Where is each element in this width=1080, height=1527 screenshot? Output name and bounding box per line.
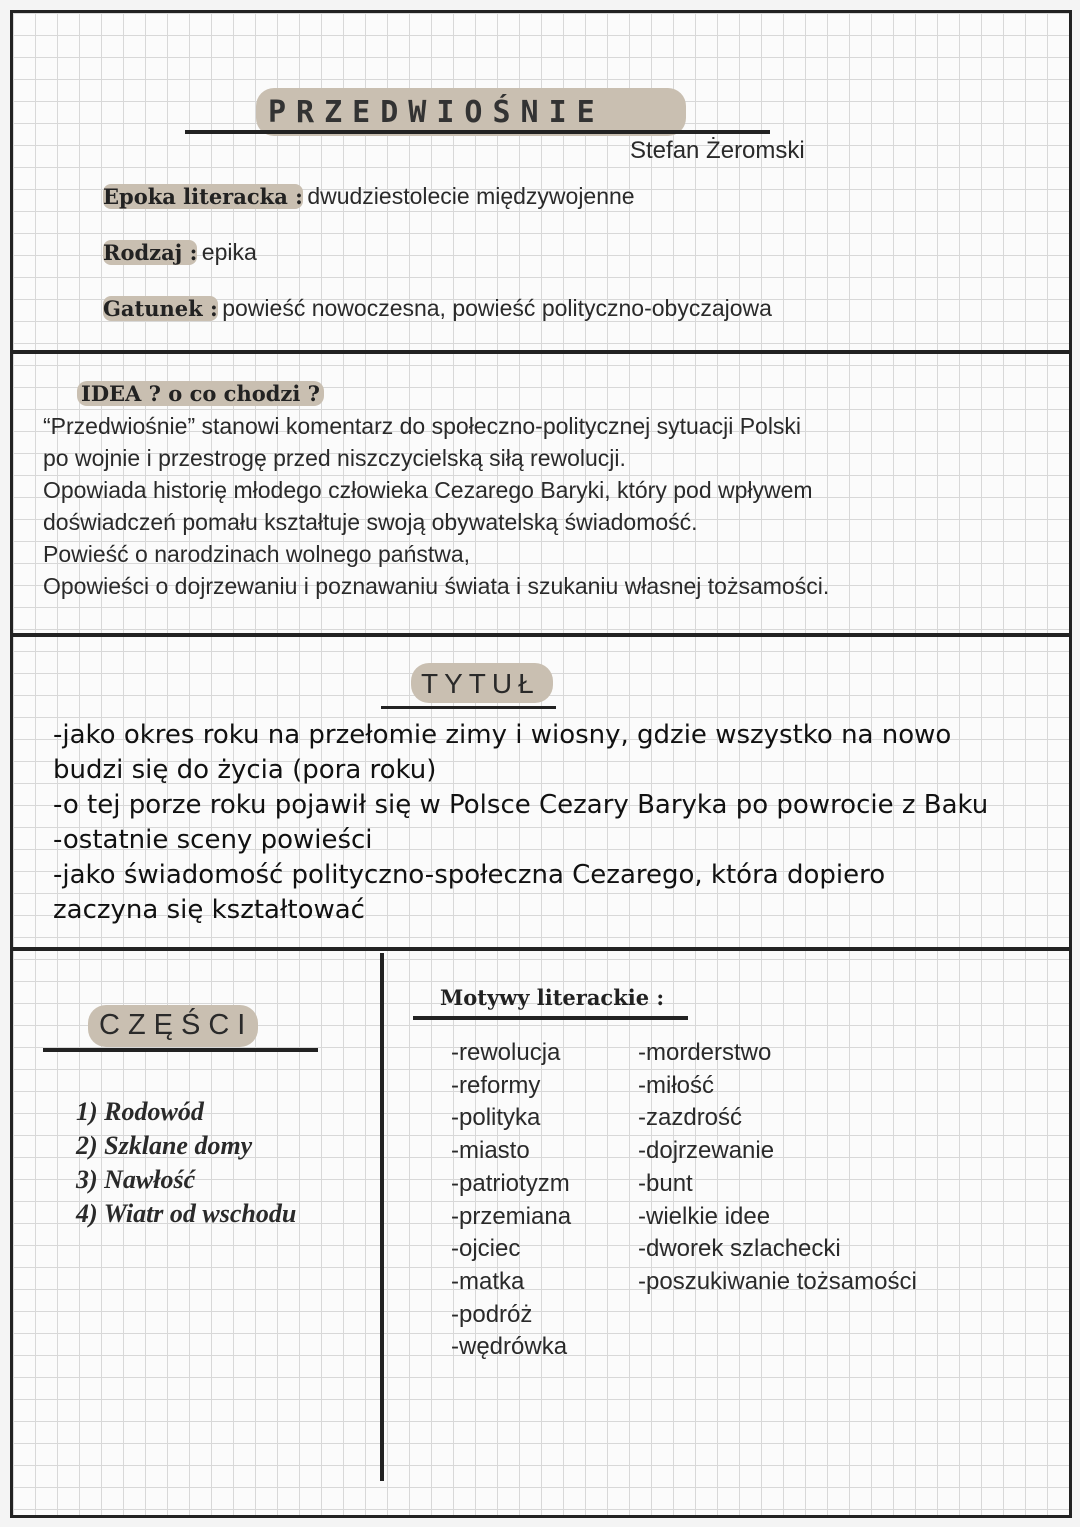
tytul-text bbox=[53, 718, 988, 928]
czesci-list bbox=[76, 1095, 296, 1231]
motyw-item: -morderstwo bbox=[638, 1039, 772, 1066]
motywy-column-1 bbox=[451, 1037, 571, 1364]
divider bbox=[13, 350, 1069, 354]
field-epoka bbox=[103, 183, 635, 210]
tytul-line: -ostatnie sceny powieści bbox=[53, 825, 373, 855]
motywy-column-2 bbox=[638, 1037, 917, 1299]
tytul-underline bbox=[381, 706, 556, 709]
field-value: dwudziestolecie międzywojenne bbox=[307, 183, 635, 209]
motyw-item: -patriotyzm bbox=[451, 1169, 570, 1197]
tytul-line: -jako okres roku na przełomie zimy i wiosny, gdzie wszystko na nowo bbox=[53, 720, 952, 750]
column-divider bbox=[380, 953, 384, 1481]
field-rodzaj bbox=[103, 239, 257, 266]
motywy-underline bbox=[413, 1016, 688, 1020]
divider bbox=[13, 947, 1069, 951]
idea-line: doświadczeń pomału kształtuje swoją obywatelską świadomość. bbox=[43, 509, 698, 535]
motyw-item: -dojrzewanie bbox=[638, 1137, 775, 1165]
field-gatunek bbox=[103, 295, 772, 322]
tytul-line: -o tej porze roku pojawił się w Polsce Cezary Baryka po powrocie z Baku bbox=[53, 790, 989, 820]
idea-line: Opowieści o dojrzewaniu i poznawaniu świata i szukaniu własnej tożsamości. bbox=[43, 573, 830, 599]
tytul-line: budzi się do życia (pora roku) bbox=[53, 755, 437, 785]
czesci-item: 4) Wiatr od wschodu bbox=[76, 1199, 297, 1228]
czesci-heading: CZĘŚCI bbox=[99, 1009, 254, 1041]
motyw-item: -rewolucja bbox=[451, 1039, 561, 1066]
field-value: powieść nowoczesna, powieść polityczno-obyczajowa bbox=[222, 295, 772, 321]
title-underline bbox=[185, 130, 770, 134]
czesci-item: 1) Rodowód bbox=[76, 1097, 204, 1126]
author: Stefan Żeromski bbox=[630, 137, 805, 164]
tytul-line: -jako świadomość polityczno-społeczna Cezarego, która dopiero bbox=[53, 860, 886, 890]
tytul-line: zaczyna się kształtować bbox=[53, 895, 365, 925]
idea-line: po wojnie i przestrogę przed niszczycielską siłą rewolucji. bbox=[43, 445, 626, 471]
motyw-item: -ojciec bbox=[451, 1235, 521, 1263]
tytul-heading: TYTUŁ bbox=[421, 668, 540, 699]
motyw-item: -matka bbox=[451, 1267, 525, 1295]
motyw-item: -reformy bbox=[451, 1071, 541, 1099]
divider bbox=[13, 633, 1069, 637]
motyw-item: -zazdrość bbox=[638, 1104, 743, 1132]
idea-line: “Przedwiośnie” stanowi komentarz do społeczno-politycznej sytuacji Polski bbox=[43, 413, 802, 439]
czesci-underline bbox=[43, 1048, 318, 1052]
motyw-item: -przemiana bbox=[451, 1202, 572, 1230]
idea-line: Opowiada historię młodego człowieka Cezarego Baryki, który pod wpływem bbox=[43, 477, 813, 503]
note-sheet bbox=[10, 10, 1072, 1518]
motyw-item: -bunt bbox=[638, 1169, 693, 1197]
field-label: Epoka literacka : bbox=[103, 184, 303, 209]
idea-line: Powieść o narodzinach wolnego państwa, bbox=[43, 541, 471, 567]
motyw-item: -wędrówka bbox=[451, 1333, 568, 1361]
motyw-item: -poszukiwanie tożsamości bbox=[638, 1267, 917, 1295]
page-title: PRZEDWIOŚNIE bbox=[268, 95, 605, 130]
czesci-item: 2) Szklane domy bbox=[76, 1131, 253, 1160]
czesci-item: 3) Nawłość bbox=[76, 1165, 196, 1194]
idea-heading: IDEA ? o co chodzi ? bbox=[77, 381, 324, 406]
motyw-item: -miasto bbox=[451, 1137, 530, 1165]
motywy-heading: Motywy literackie : bbox=[440, 985, 665, 1010]
motyw-item: -podróż bbox=[451, 1300, 533, 1328]
field-label: Gatunek : bbox=[103, 296, 218, 321]
motyw-item: -wielkie idee bbox=[638, 1202, 771, 1230]
field-value: epika bbox=[201, 239, 257, 265]
motyw-item: -miłość bbox=[638, 1071, 714, 1099]
field-label: Rodzaj : bbox=[103, 240, 198, 265]
motyw-item: -dworek szlachecki bbox=[638, 1235, 841, 1263]
motyw-item: -polityka bbox=[451, 1104, 541, 1132]
idea-text bbox=[43, 410, 829, 602]
